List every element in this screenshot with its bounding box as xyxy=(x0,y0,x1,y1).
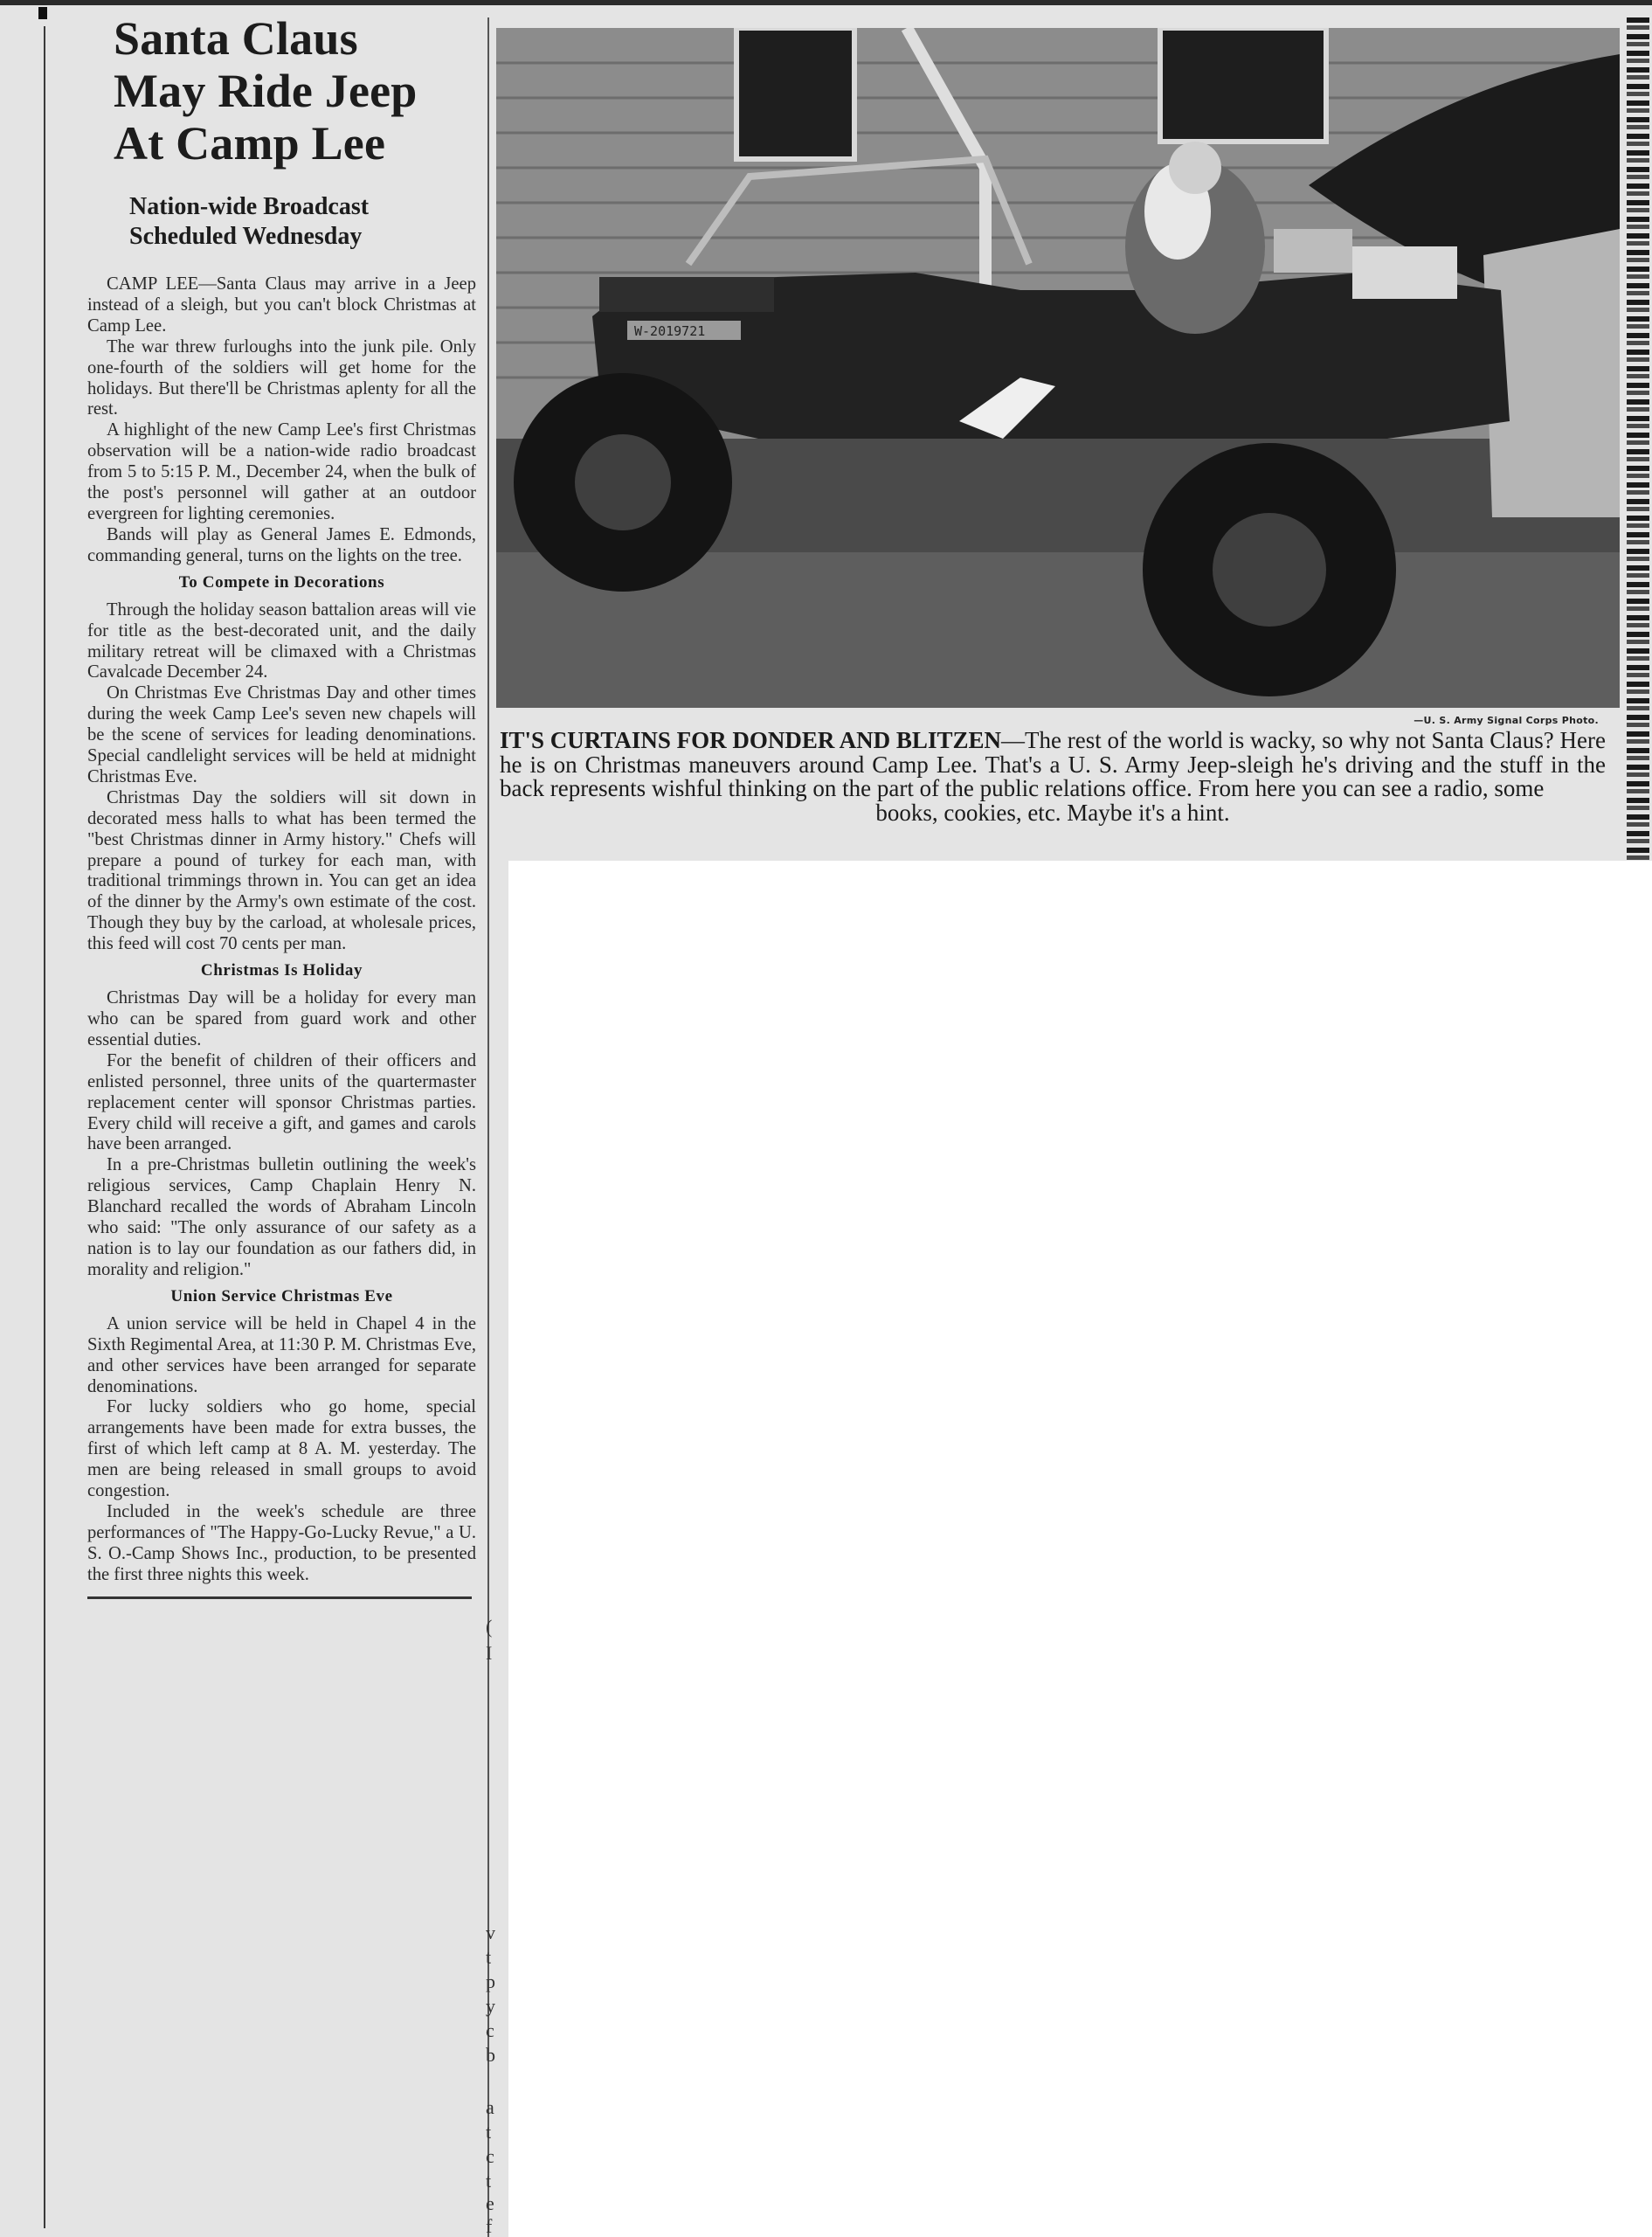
subheadline-line: Scheduled Wednesday xyxy=(129,223,363,250)
paragraph: Christmas Day will be a holiday for every man who can be spared from guard work and other essential duties. xyxy=(87,988,476,1049)
paragraph: Bands will play as General James E. Edmonds, commanding general, turns on the lights on the tree. xyxy=(87,524,476,565)
paragraph: For the benefit of children of their officers and enlisted personnel, three units of the quartermaster replacement center will sponsor Christmas parties. Every child will receive a gift, and games and carols have been arranged. xyxy=(87,1050,476,1154)
paragraph: For lucky soldiers who go home, special arrangements have been made for extra busses, the first of which left camp at 8 A. M. yesterday. The men are being released in small groups to avoid congestion. xyxy=(87,1397,476,1501)
rear-hub xyxy=(1213,513,1326,627)
fragment: t xyxy=(486,1946,492,1968)
cargo-radio xyxy=(1352,246,1457,299)
fragment: f xyxy=(486,2215,493,2237)
fragment: I xyxy=(486,1642,493,1664)
section-heading: To Compete in Decorations xyxy=(178,572,385,592)
fragment: a xyxy=(486,2096,494,2118)
photo-caption xyxy=(500,729,1606,825)
fragment: ( xyxy=(486,1616,493,1638)
photo-credit: —U. S. Army Signal Corps Photo. xyxy=(1414,715,1599,726)
caption-last-line: books, cookies, etc. Maybe it's a hint. xyxy=(875,799,1230,826)
decorative-border xyxy=(1627,17,1649,861)
subheadline xyxy=(129,192,476,252)
paragraph: Included in the week's schedule are three performances of "The Happy-Go-Lucky Revue," a U. S. O.-Camp Shows Inc., production, to be presented the first three nights this week. xyxy=(87,1501,476,1584)
paragraph: A highlight of the new Camp Lee's first Christmas observation will be a nation-wide radio broadcast from 5 to 5:15 P. M., December 24, when the bulk of the post's personnel will gather at an outdoor evergreen for lighting ceremonies. xyxy=(87,420,476,523)
santa-face xyxy=(1169,142,1221,194)
caption-body: —The rest of the world is wacky, so why not Santa Claus? Here he is on Christmas maneuvers around Camp Lee. That's a U. S. Army Jeep-sleigh he's driving and the stuff in the back represents wishful thinking on the part of the public relations office. From here you can see a radio, some xyxy=(500,727,1606,801)
santa-jeep-photo xyxy=(496,28,1620,708)
fragment: t xyxy=(486,2170,492,2192)
fragment: e xyxy=(486,2192,494,2214)
top-rule xyxy=(0,0,1652,5)
cargo-packages xyxy=(1274,229,1352,273)
headline xyxy=(114,12,476,170)
fragment: v xyxy=(486,1922,495,1943)
paragraph: On Christmas Eve Christmas Day and other times during the week Camp Lee's seven new chapels will be the scene of services for leading denominations. Special candlelight services will be held at midnight Christmas Eve. xyxy=(87,683,476,786)
paragraph: Through the holiday season battalion areas will vie for title as the best-decorated unit, and the daily military retreat will be climaxed with a Christmas Cavalcade December 24. xyxy=(87,599,476,682)
headline-line: May Ride Jeep xyxy=(114,65,418,117)
fragment: c xyxy=(486,2019,494,2041)
jeep-hood xyxy=(599,277,774,312)
fragment: c xyxy=(486,2145,494,2167)
paragraph: In a pre-Christmas bulletin outlining the week's religious services, Camp Chaplain Henry N. Blanchard recalled the words of Abraham Lincoln who said: "The only assurance of our safety as a nation is to lay our foundation as our fathers did, in morality and religion." xyxy=(87,1155,476,1279)
article-body xyxy=(87,274,476,1586)
subheadline-line: Nation-wide Broadcast xyxy=(129,193,370,220)
window-right xyxy=(1160,28,1326,142)
paragraph: Christmas Day the soldiers will sit down in decorated mess halls to what has been termed the "best Christmas dinner in Army history." Chefs will prepare a pound of turkey for each man, with traditional trimmings thrown in. You can get an idea of the dinner by the Army's own estimate of the cost. Though they buy by the carload, at wholesale prices, this feed will cost 70 cents per man. xyxy=(87,787,476,954)
photo-illustration xyxy=(496,28,1620,708)
fragment: y xyxy=(486,1995,495,2017)
window-left xyxy=(736,28,854,159)
license-plate-text: W-2019721 xyxy=(634,323,706,339)
fragment: t xyxy=(486,2121,492,2143)
headline-line: At Camp Lee xyxy=(114,117,386,170)
fragment: b xyxy=(486,2044,495,2066)
paragraph: A union service will be held in Chapel 4 in the Sixth Regimental Area, at 11:30 P. M. Christmas Eve, and other services have been arranged for separate denominations. xyxy=(87,1313,476,1396)
front-hub xyxy=(575,434,671,530)
edge-mark xyxy=(38,7,47,19)
caption-lead: IT'S CURTAINS FOR DONDER AND BLITZEN xyxy=(500,727,1001,753)
bottom-rule xyxy=(87,1596,472,1599)
column-divider xyxy=(486,17,492,2237)
fragment: p xyxy=(486,1970,495,1992)
section-heading: Christmas Is Holiday xyxy=(200,961,363,980)
left-margin-line xyxy=(44,26,45,2228)
article-column xyxy=(87,12,476,1599)
paragraph: CAMP LEE—Santa Claus may arrive in a Jeep instead of a sleigh, but you can't block Christmas at Camp Lee. xyxy=(87,274,476,336)
section-heading: Union Service Christmas Eve xyxy=(170,1286,393,1305)
paragraph: The war threw furloughs into the junk pile. Only one-fourth of the soldiers will get home for the holidays. But there'll be Christmas aplenty for all the rest. xyxy=(87,336,476,419)
headline-line: Santa Claus xyxy=(114,12,358,65)
